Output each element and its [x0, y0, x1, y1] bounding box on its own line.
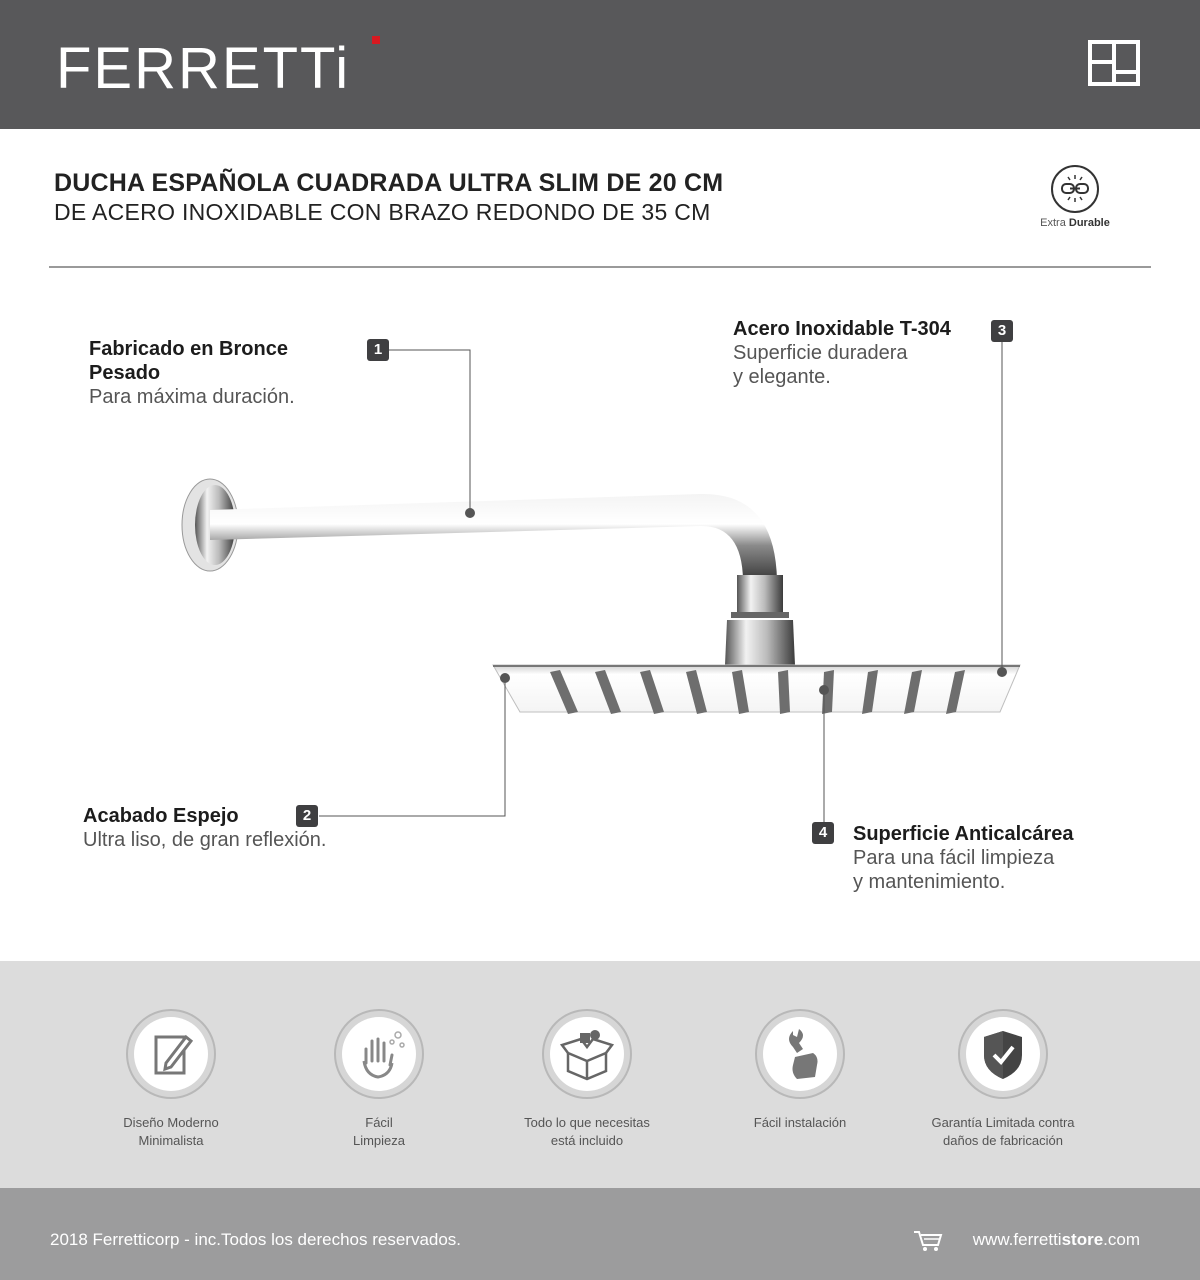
callout-heading: Acabado Espejo: [83, 805, 239, 827]
arm-connector: [737, 575, 783, 613]
shower-head: [493, 665, 1020, 714]
footer: [0, 1188, 1200, 1280]
callout-heading: Acero Inoxidable T-304: [733, 318, 951, 340]
feature-label: Diseño Moderno Minimalista: [123, 1115, 219, 1148]
feature-label: Todo lo que necesitas está incluido: [524, 1115, 650, 1148]
callout-steel: [733, 317, 951, 389]
callout-description: Para máxima duración.: [89, 386, 295, 408]
feature-easy-clean: [279, 1009, 479, 1150]
callout-description: y mantenimiento.: [853, 871, 1006, 893]
feature-label: Fácil Limpieza: [352, 1115, 406, 1148]
leader-lines: [319, 342, 1002, 822]
shopping-cart-icon: [913, 1230, 943, 1252]
callout-heading: Superficie Anticalcárea: [853, 823, 1074, 845]
features-band: [0, 961, 1200, 1188]
product-title: DUCHA ESPAÑOLA CUADRADA ULTRA SLIM DE 20 CM: [54, 169, 724, 197]
ball-joint: [725, 620, 795, 665]
callout-number-3: 3: [991, 320, 1013, 342]
callout-heading: Pesado: [89, 362, 161, 384]
product-subtitle: DE ACERO INOXIDABLE CON BRAZO REDONDO DE 35 CM: [54, 199, 711, 225]
feature-easy-install: [700, 1009, 900, 1132]
callout-description: Para una fácil limpieza: [853, 847, 1055, 869]
callout-bronze: [89, 337, 295, 409]
callout-description: y elegante.: [733, 366, 831, 388]
callout-heading: Fabricado en Bronce: [89, 338, 288, 360]
callout-mirror: [83, 804, 326, 852]
wrench-hand-icon: [763, 1017, 837, 1091]
copyright-text: 2018 Ferretticorp - inc.Todos los derechos reservados.: [50, 1230, 462, 1249]
feature-label: Fácil instalación: [753, 1115, 847, 1130]
callout-number-2: 2: [296, 805, 318, 827]
callout-description: Superficie duradera: [733, 342, 908, 364]
pen-edit-icon: [134, 1017, 208, 1091]
callout-number-1: 1: [367, 339, 389, 361]
callout-number-4: 4: [812, 822, 834, 844]
feature-all-included: [487, 1009, 687, 1150]
shower-arm: [210, 494, 777, 580]
clean-hand-icon: [342, 1017, 416, 1091]
feature-warranty: [903, 1009, 1103, 1150]
store-link[interactable]: www.ferrettistore.com: [972, 1230, 1140, 1249]
callout-antiscale: [853, 822, 1073, 894]
badge-label: Extra Durable: [1040, 217, 1110, 229]
callout-description: Ultra liso, de gran reflexión.: [83, 829, 327, 851]
open-box-icon: [550, 1017, 624, 1091]
shield-check-icon: [966, 1017, 1040, 1091]
brand-wordmark: FERRETTi: [56, 36, 351, 92]
feature-modern-design: [71, 1009, 271, 1150]
feature-label: Garantía Limitada contra daños de fabricación: [931, 1115, 1075, 1148]
